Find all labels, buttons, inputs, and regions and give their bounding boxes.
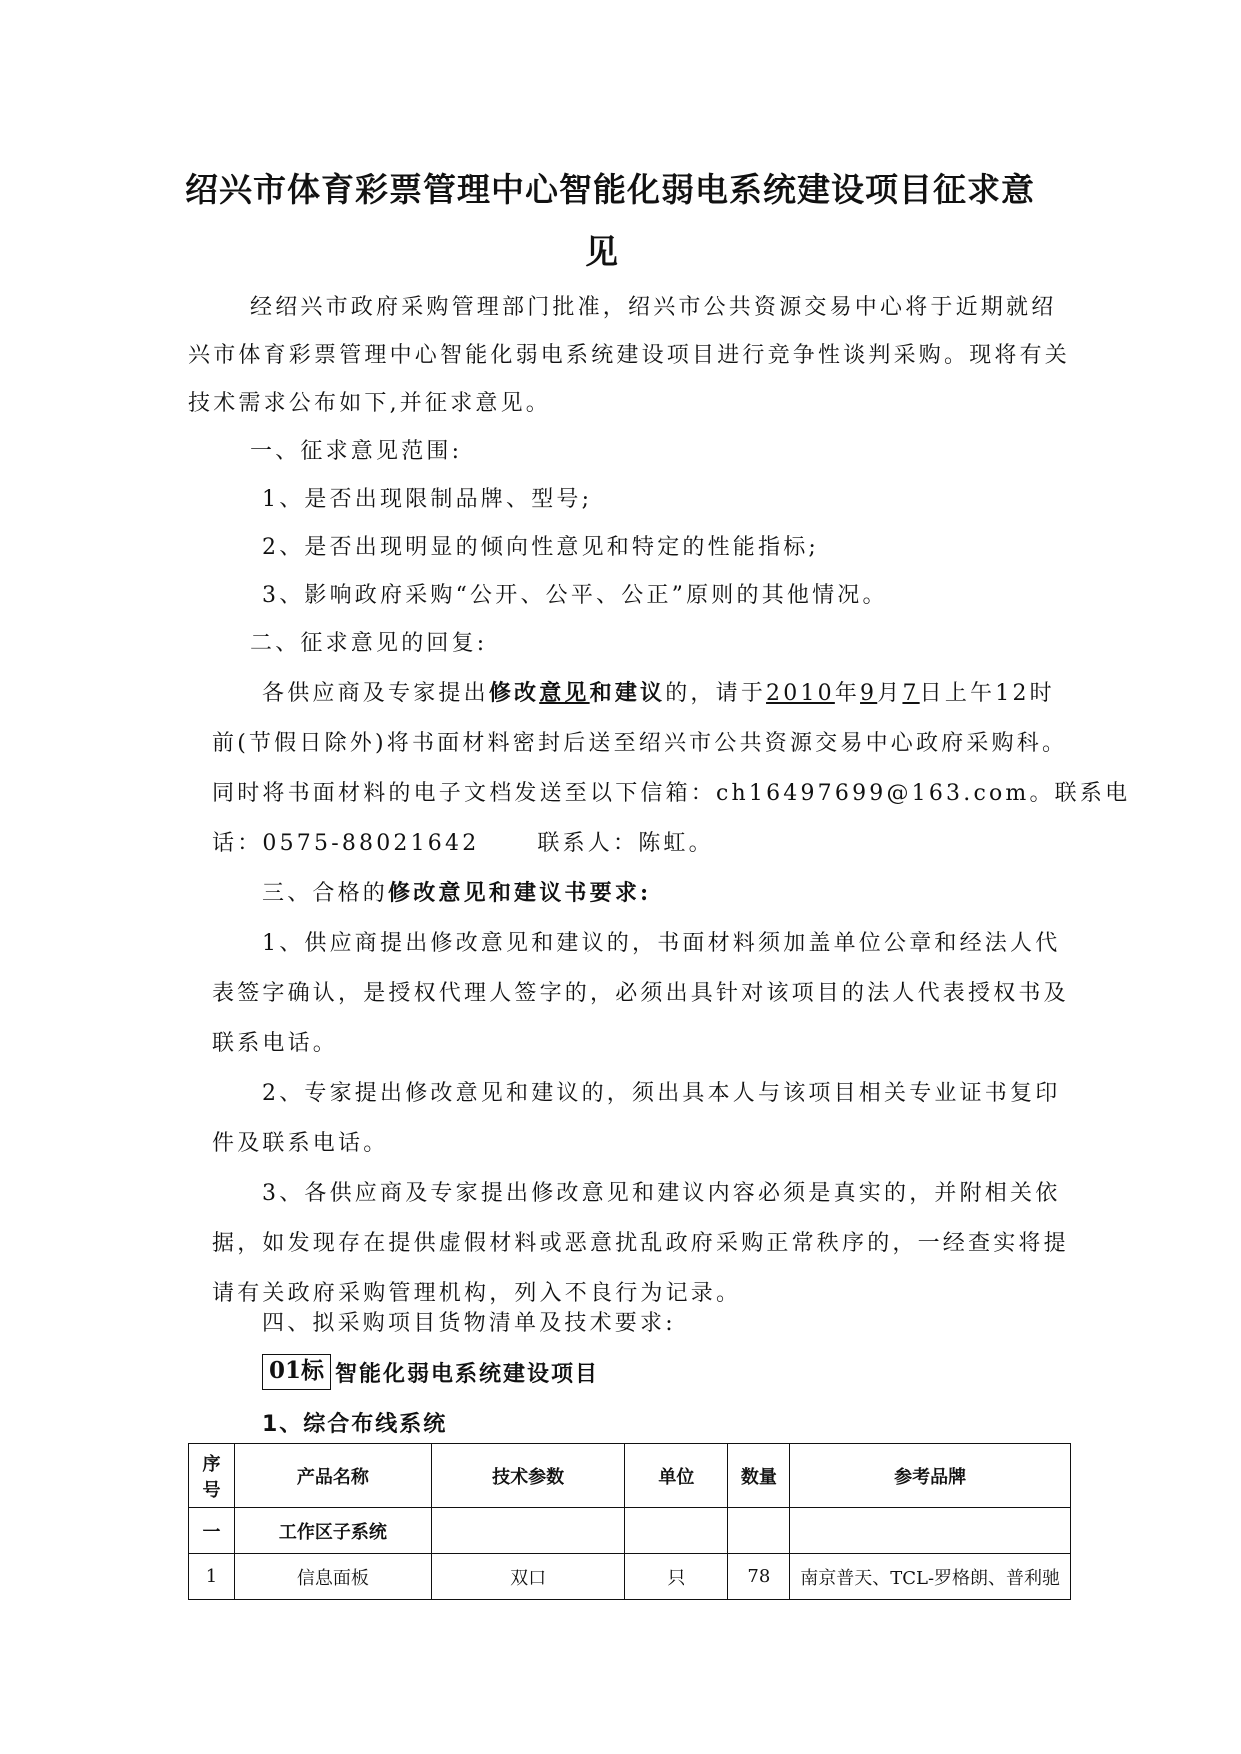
section2-heading: 二、征求意见的回复: (250, 631, 488, 656)
row-qty: 78 (728, 1554, 790, 1600)
section3-req1-line2: 表签字确认，是授权代理人签字的，必须出具针对该项目的法人代表授权书及 (212, 981, 1069, 1006)
lot-title: 智能化弱电系统建设项目 (335, 1362, 600, 1387)
section2-para1-line2: 前(节假日除外)将书面材料密封后送至绍兴市公共资源交易中心政府采购科。 (212, 731, 1068, 756)
section3-req1-line1: 1、供应商提出修改意见和建议的，书面材料须加盖单位公章和经法人代 (262, 931, 1061, 956)
document-title-line2: 见 (585, 232, 619, 271)
reply-emphasis-3: 和建议 (589, 680, 666, 706)
section2-contact (212, 826, 714, 857)
section2-para1-line3: 同时将书面材料的电子文档发送至以下信箱：ch16497699@163.com。联系电 (212, 781, 1131, 806)
col-header-no: 序号 (189, 1444, 235, 1508)
section1-item3: 3、影响政府采购“公开、公平、公正”原则的其他情况。 (262, 583, 888, 608)
table-row (189, 1554, 1071, 1600)
section3-req2-line1: 2、专家提出修改意见和建议的，须出具本人与该项目相关专业证书复印 (262, 1081, 1061, 1106)
section3-heading-post: 要求: (589, 880, 652, 906)
col-header-name: 产品名称 (234, 1444, 431, 1508)
section3-heading-pre: 三、合格的 (262, 881, 389, 906)
section2-para1-line1 (262, 676, 1055, 707)
deadline-month: 9 (860, 681, 878, 706)
section3-req2-line2: 件及联系电话。 (212, 1131, 389, 1156)
group-qty (728, 1508, 790, 1554)
col-header-qty: 数量 (728, 1444, 790, 1508)
section3-req3-line2: 据，如发现存在提供虚假材料或恶意扰乱政府采购正常秩序的，一经查实将提 (212, 1231, 1069, 1256)
reply-emphasis-2: 意见 (539, 680, 590, 706)
row-brand: 南京普天、TCL-罗格朗、普利驰 (790, 1554, 1071, 1600)
section3-heading (262, 876, 651, 907)
section1-item2: 2、是否出现明显的倾向性意见和特定的性能指标; (262, 535, 820, 560)
col-header-spec: 技术参数 (431, 1444, 625, 1508)
document-title-line1: 绍兴市体育彩票管理中心智能化弱电系统建设项目征求意 (185, 170, 1035, 209)
year-char: 年 (834, 681, 861, 706)
section3-req3-line3: 请有关政府采购管理机构，列入不良行为记录。 (212, 1281, 742, 1306)
reply-emphasis-1: 修改 (488, 680, 540, 706)
table-header-row (189, 1444, 1071, 1508)
deadline-day: 7 (902, 681, 920, 706)
month-char: 月 (877, 681, 903, 706)
col-header-brand: 参考品牌 (790, 1444, 1071, 1508)
contact-phone: 话：0575-88021642 (212, 831, 480, 856)
reply-text: 各供应商及专家提出 (262, 681, 489, 706)
group-brand (790, 1508, 1071, 1554)
group-unit (625, 1508, 728, 1554)
equipment-table (188, 1443, 1071, 1600)
row-spec: 双口 (431, 1554, 625, 1600)
section1-item1: 1、是否出现限制品牌、型号; (262, 487, 593, 512)
row-no: 1 (189, 1554, 235, 1600)
lot-number-label: 01标 (262, 1354, 331, 1390)
table-group-row (189, 1508, 1071, 1554)
section1-heading: 一、征求意见范围: (250, 439, 463, 464)
contact-person: 联系人：陈虹。 (537, 831, 714, 856)
section3-req1-line3: 联系电话。 (212, 1031, 339, 1056)
subsection-title: 1、综合布线系统 (262, 1412, 448, 1437)
section3-heading-bold: 修改意见和建议书 (388, 880, 590, 906)
reply-text-mid: 的，请于 (665, 681, 767, 706)
group-no: 一 (189, 1508, 235, 1554)
row-name: 信息面板 (234, 1554, 431, 1600)
section3-req3-line1: 3、各供应商及专家提出修改意见和建议内容必须是真实的，并附相关依 (262, 1181, 1061, 1206)
section4-heading: 四、拟采购项目货物清单及技术要求: (262, 1311, 676, 1336)
intro-line3: 技术需求公布如下,并征求意见。 (188, 391, 551, 416)
group-spec (431, 1508, 625, 1554)
row-unit: 只 (625, 1554, 728, 1600)
deadline-year: 2010 (766, 681, 835, 706)
group-name: 工作区子系统 (234, 1508, 431, 1554)
intro-line1: 经绍兴市政府采购管理部门批准，绍兴市公共资源交易中心将于近期就绍 (250, 295, 1057, 320)
intro-line2: 兴市体育彩票管理中心智能化弱电系统建设项目进行竞争性谈判采购。现将有关 (188, 343, 1071, 368)
reply-text-end: 日上午12时 (919, 681, 1055, 706)
col-header-unit: 单位 (625, 1444, 728, 1508)
